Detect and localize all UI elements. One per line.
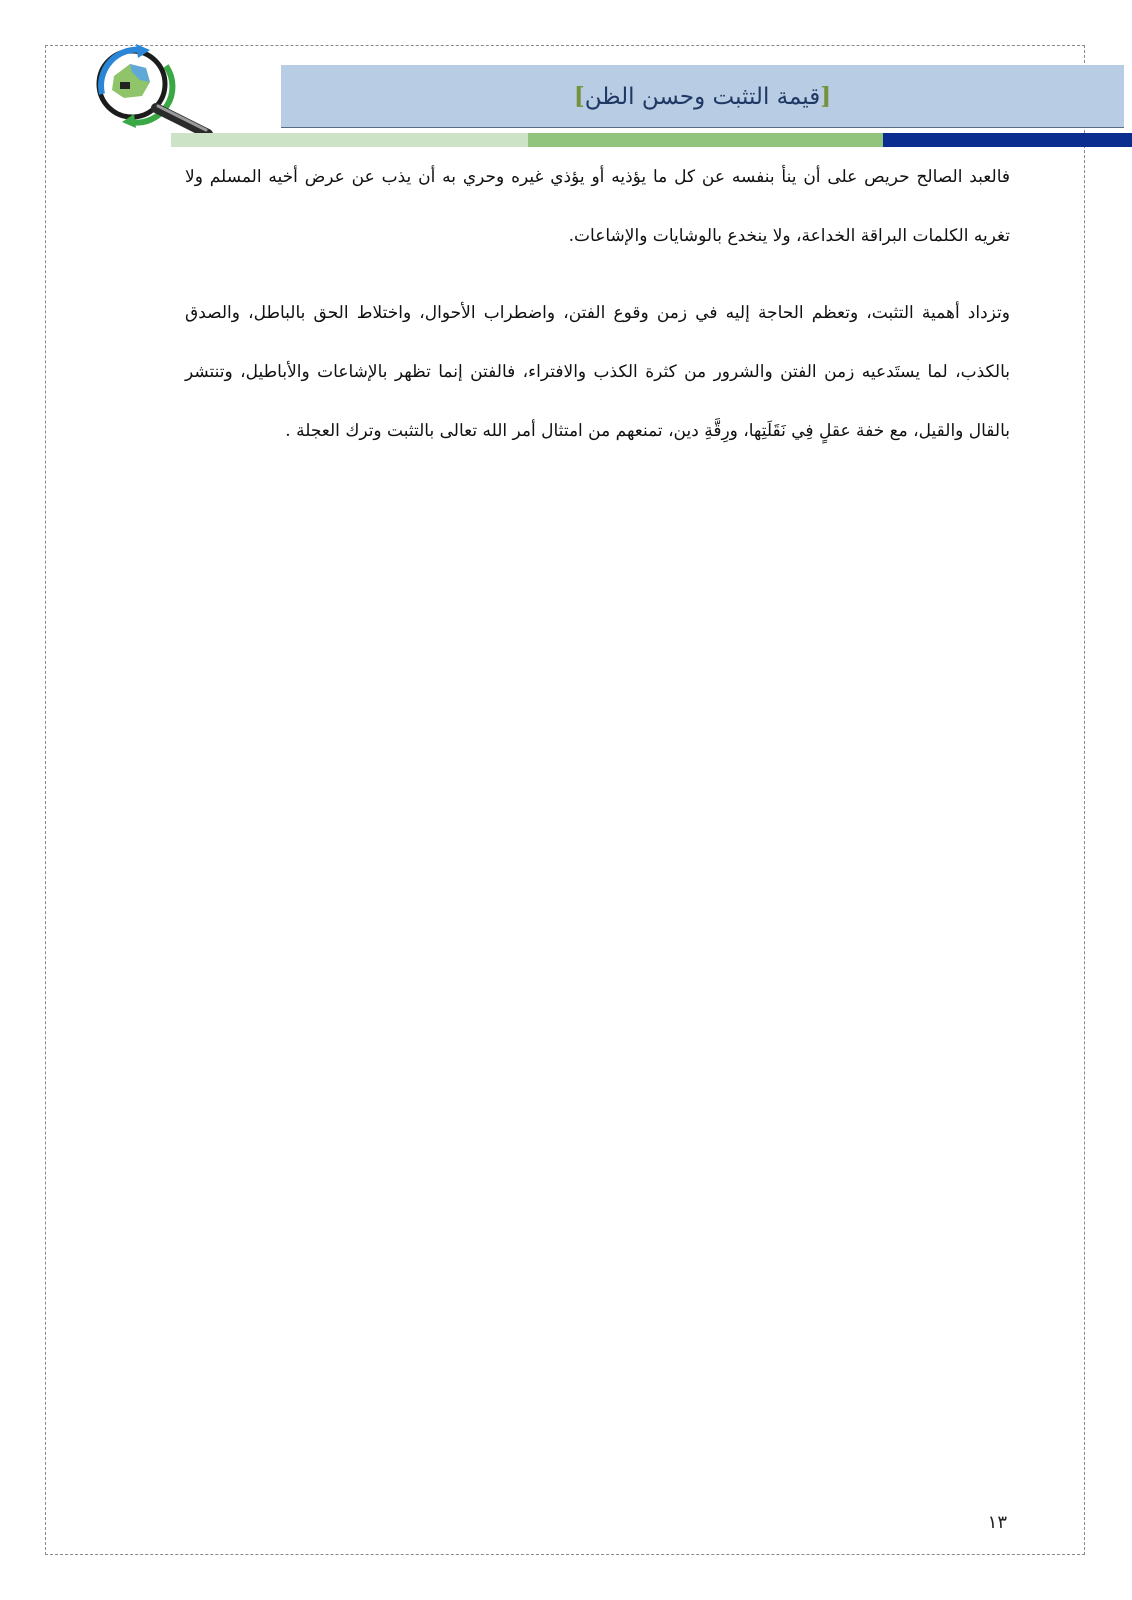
header-stripe-green bbox=[528, 133, 883, 147]
header-stripe-navy bbox=[883, 133, 1132, 147]
header-stripe-light-green bbox=[171, 133, 528, 147]
paragraph-2: وتزداد أهمية التثبت، وتعظم الحاجة إليه في زمن وقوع الفتن، واضطراب الأحوال، واختلاط الحق بالباطل، والصدق بالكذب، لما يستَدعيه زمن الفتن والشرور من كثرة الكذب والافتراء، فالفتن إنما تظهر بالإشاعات والأباطيل، وتنتشر بالقال والقيل، مع خفة عقلٍ فِي نَقَلَتِها، ورِقَّةِ دين، تمنعهم من امتثال أمر الله تعالى بالتثبت وترك العجلة . bbox=[185, 303, 1010, 441]
page-number: ١٣ bbox=[987, 1512, 1007, 1533]
magnifier-globe-logo-icon bbox=[84, 36, 224, 140]
body-text bbox=[185, 148, 1010, 461]
title-bracket-open: [ bbox=[820, 82, 832, 110]
title-bracket-close: ] bbox=[573, 82, 585, 110]
chapter-title-text: قيمة التثبت وحسن الظن bbox=[584, 83, 821, 110]
chapter-title bbox=[574, 83, 831, 110]
chapter-title-bar bbox=[281, 65, 1124, 128]
paragraph-1: فالعبد الصالح حريص على أن ينأ بنفسه عن كل ما يؤذيه أو يؤذي غيره وحري به أن يذب عن عرض أخيه المسلم ولا تغريه الكلمات البراقة الخداعة، ولا ينخدع بالوشايات والإشاعات. bbox=[185, 167, 1010, 246]
